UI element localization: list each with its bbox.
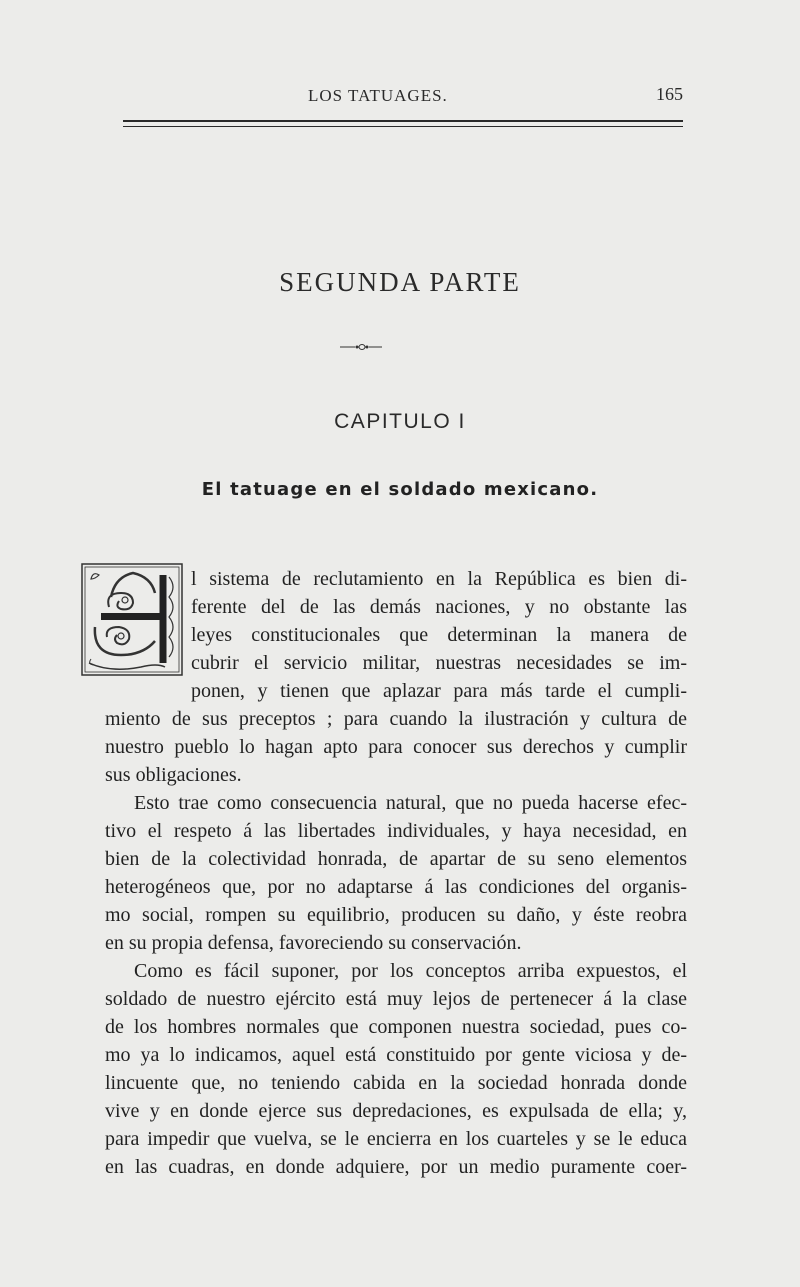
text-line: cubrir el servicio militar, nuestras necesidades se im-	[191, 652, 687, 674]
text-line: tivo el respeto á las libertades individuales, y haya necesidad, en	[105, 820, 687, 842]
text-line: de los hombres normales que componen nuestra sociedad, pues co-	[105, 1016, 687, 1038]
text-line: mo social, rompen su equilibrio, producen su daño, y éste reobra	[105, 904, 687, 926]
text-line: ponen, y tienen que aplazar para más tarde el cumpli-	[191, 680, 687, 702]
dropcap-letter	[106, 584, 107, 585]
section-title: El tatuage en el soldado mexicano.	[201, 479, 599, 500]
text-line: ferente del de las demás naciones, y no obstante las	[191, 596, 687, 618]
running-head: LOS TATUAGES.	[308, 86, 448, 105]
text-line: miento de sus preceptos ; para cuando la ilustración y cultura de	[105, 708, 687, 730]
part-title: SEGUNDA PARTE	[279, 267, 521, 297]
page-number: 165	[656, 84, 683, 104]
text-line: l sistema de reclutamiento en la República es bien di-	[191, 568, 687, 590]
text-line: heterogéneos que, por no adaptarse á las condiciones del organis-	[105, 876, 687, 898]
text-line: bien de la colectividad honrada, de apartar de su seno elementos	[105, 848, 687, 870]
text-line: lincuente que, no teniendo cabida en la sociedad honrada donde	[105, 1072, 687, 1094]
header-rule-thin	[123, 126, 683, 127]
dropcap-e-icon	[81, 563, 183, 676]
header-rule-thick	[123, 120, 683, 122]
text-line: para impedir que vuelva, se le encierra en los cuarteles y se le educa	[105, 1128, 687, 1150]
text-line: sus obligaciones.	[105, 764, 242, 786]
text-line: vive y en donde ejerce sus depredaciones, es expulsada de ella; y,	[105, 1100, 687, 1122]
text-line: soldado de nuestro ejército está muy lejos de pertenecer á la clase	[105, 988, 687, 1010]
text-line: nuestro pueblo lo hagan apto para conocer sus derechos y cumplir	[105, 736, 687, 758]
text-line: en su propia defensa, favoreciendo su conservación.	[105, 932, 522, 954]
text-line: Como es fácil suponer, por los conceptos arriba expuestos, el	[134, 960, 687, 982]
chapter-title: CAPITULO I	[334, 410, 466, 433]
text-line: mo ya lo indicamos, aquel está constituido por gente viciosa y de-	[105, 1044, 687, 1066]
text-line: en las cuadras, en donde adquiere, por un medio puramente coer-	[105, 1156, 687, 1178]
text-line: Esto trae como consecuencia natural, que no pueda hacerse efec-	[134, 792, 687, 814]
text-line: leyes constitucionales que determinan la manera de	[191, 624, 687, 646]
ornament-divider-icon	[340, 342, 382, 352]
